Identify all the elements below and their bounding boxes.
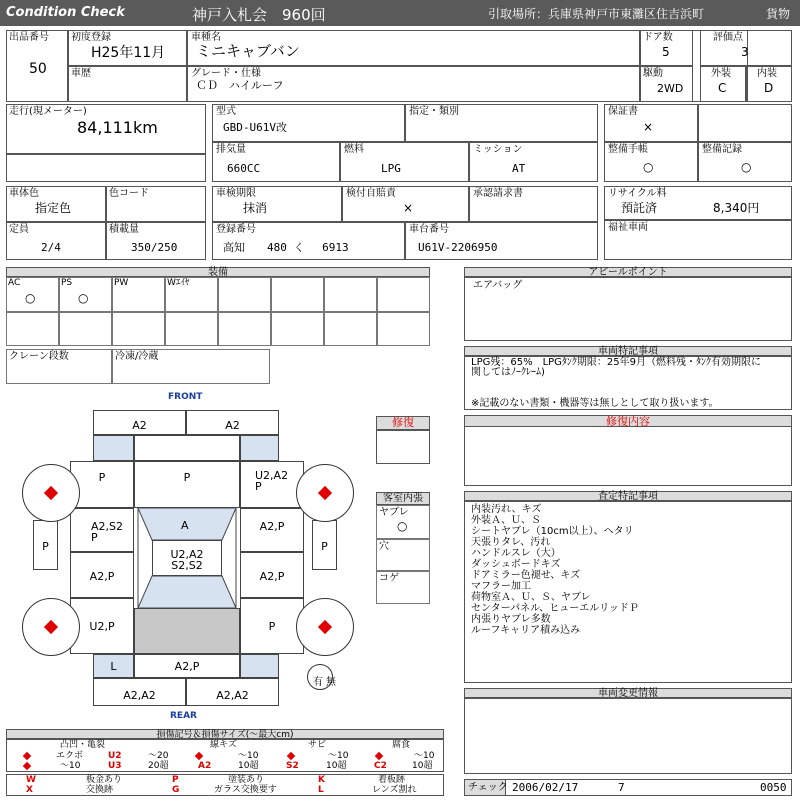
car-name-label: 車種名	[191, 32, 221, 43]
rear-door-left	[70, 552, 134, 598]
exterior-cell	[700, 66, 746, 102]
note-line-9: 荷物室Ａ、Ｕ、Ｓ、ヤブレ	[471, 592, 591, 603]
windshield-text: A	[181, 519, 189, 532]
capacity-value: 2/4	[41, 241, 61, 254]
code-w-val: 板金あり	[86, 775, 123, 785]
note-line-7: ドアミラー色褪せ、キズ	[471, 570, 581, 581]
front-bumper-left-text: A2	[132, 419, 147, 432]
grade-label: グレード・仕様	[191, 68, 261, 79]
legend-dent-c2b: U3	[108, 761, 122, 771]
mission-cell	[469, 142, 598, 182]
first-reg-value: H25年11月	[91, 45, 166, 61]
car-name-value: ミニキャブバン	[196, 42, 300, 60]
legend-scratch-c2: A2	[198, 761, 212, 771]
rear-quarter-left-text: U2,P	[89, 620, 115, 633]
note-line-3: シートヤブレ（10cm以上）、ヘタリ	[471, 526, 634, 537]
car-name-cell	[187, 30, 640, 66]
manual-cell	[604, 142, 698, 182]
rear-bumper-left-text: A2,A2	[123, 689, 156, 702]
warranty-value: ×	[643, 120, 654, 134]
check-code: 0050	[760, 781, 787, 794]
code-l-val: レンズ割れ	[372, 785, 417, 795]
manual-value: ○	[643, 160, 654, 174]
cabin-tear-mark: ○	[397, 519, 408, 533]
inspection-value: 抹消	[243, 201, 268, 215]
equip-cell-15	[324, 312, 377, 346]
welfare-cell	[604, 220, 792, 260]
mission-label: ミッション	[473, 144, 523, 155]
equip-ac-mark: ○	[25, 291, 36, 305]
note-line-4: 天張りタレ、汚れ	[471, 537, 551, 548]
wheel-rear-right	[296, 598, 354, 656]
model-label: 型式	[216, 106, 236, 117]
note-line-5: ハンドルスレ（大）	[471, 548, 561, 559]
rear-door-left-text: A2,P	[89, 570, 115, 583]
rear-bumper-right	[186, 678, 279, 706]
freezer-cell	[112, 349, 270, 384]
equip-cell-14	[271, 312, 324, 346]
legend-dent-c1b: 〜10	[60, 761, 81, 771]
exterior-label: 外装	[711, 68, 731, 79]
note-line-8: マフラー加工	[471, 581, 531, 592]
mileage-cell	[6, 104, 206, 154]
special-line-1: LPG残：65% LPGﾀﾝｸ期限：25年9月（燃料残・ﾀﾝｸ有効期限に	[471, 357, 762, 368]
headlight-left	[93, 435, 134, 461]
mission-value: AT	[512, 162, 526, 175]
equip-cell-ac	[6, 277, 59, 312]
crane-label: クレーン段数	[9, 351, 69, 362]
code-p-key: P	[172, 775, 179, 785]
special-title: 車両特記事項	[464, 346, 792, 356]
welfare-label: 福祉車両	[608, 222, 648, 233]
appeal-text: エアバッグ	[473, 280, 523, 291]
interior-cell	[746, 66, 792, 102]
designation-label: 指定・類別	[409, 106, 459, 117]
rear-door-right	[240, 552, 304, 598]
equip-cell-11	[112, 312, 165, 346]
maint-cell	[698, 142, 792, 182]
grade-cell	[187, 66, 640, 102]
history-label: 車歴	[71, 68, 91, 79]
recycle-amount: 8,340円	[713, 201, 760, 215]
inspection-cell	[212, 186, 342, 222]
exhibit-no-cell	[6, 30, 68, 102]
tail-light-right	[240, 654, 279, 678]
headlight-right	[240, 435, 279, 461]
pickup-location: 引取場所：兵庫県神戸市東灘区住吉浜町	[488, 7, 705, 21]
spare-tire-yes: 有	[313, 677, 323, 688]
mileage-value: 84,111km	[77, 118, 158, 137]
color-code-label: 色コード	[109, 188, 149, 199]
code-l-key: L	[318, 785, 324, 795]
front-fender-left	[70, 461, 134, 508]
fuel-value: LPG	[381, 162, 401, 175]
designation-cell	[405, 104, 598, 142]
equip-pw-label: PW	[114, 278, 129, 288]
first-reg-label: 初度登録	[71, 32, 111, 43]
code-x-key: X	[26, 785, 33, 795]
code-k-key: K	[318, 775, 325, 785]
front-grille	[134, 435, 240, 461]
equip-cell-13	[218, 312, 271, 346]
side-step-left	[33, 520, 58, 570]
equip-cell-7	[324, 277, 377, 312]
front-label: FRONT	[168, 392, 203, 402]
repair-box	[376, 430, 430, 464]
legend-corrosion-c3: 10超	[412, 761, 433, 771]
cabin-burn-label: コゲ	[379, 573, 399, 584]
manual-label: 整備手帳	[608, 144, 648, 155]
side-step-left-text: P	[42, 540, 49, 553]
legend-dent-c2: U2	[108, 751, 122, 761]
tail-light-left-text: L	[110, 660, 117, 673]
note-line-10: センターパネル、ヒューエルリッドＰ	[471, 603, 639, 614]
special-box	[464, 356, 792, 410]
color-label: 車体色	[9, 188, 39, 199]
approval-label: 承認請求書	[473, 188, 523, 199]
chassis-cell	[405, 222, 598, 260]
freezer-label: 冷凍/冷蔵	[115, 351, 159, 362]
mileage-sub-cell	[6, 154, 206, 182]
warranty-label: 保証書	[608, 106, 638, 117]
code-p-val: 塗装あり	[228, 775, 265, 785]
equip-cell-6	[271, 277, 324, 312]
spare-tire-none: 無	[326, 677, 336, 688]
equip-ps-label: PS	[61, 278, 73, 288]
cabin-tear-label: ヤブレ	[379, 507, 409, 518]
legend-corrosion-c1: 〜10	[414, 751, 435, 761]
code-g-val: ガラス交換要す	[214, 785, 277, 795]
warranty-blank-cell	[698, 104, 792, 142]
recycle-label: リサイクル料	[608, 188, 667, 199]
note-line-12: ルーフキャリア積み込み	[471, 625, 581, 636]
legend-group-scratch: 線キズ	[210, 740, 237, 750]
special-line-3: ※記載のない書類・機器等は無しとして取り扱います。	[471, 398, 719, 409]
rear-window-shape	[138, 576, 236, 608]
tail-light-left	[93, 654, 134, 678]
color-code-cell	[106, 186, 206, 222]
capacity-label: 定員	[9, 224, 29, 235]
equip-cell-ps	[59, 277, 112, 312]
drive-cell	[640, 66, 693, 102]
repair-title: 修復	[376, 416, 430, 430]
wheel-rear-right-mark	[318, 620, 332, 634]
special-line-2: 関してはﾉｰｸﾚｰﾑ)	[471, 367, 545, 378]
interior-value: D	[764, 81, 774, 95]
load-value: 350/250	[131, 241, 178, 254]
maint-label: 整備記録	[702, 144, 742, 155]
rear-quarter-right-text: P	[268, 620, 276, 633]
rear-bumper-right-text: A2,A2	[216, 689, 249, 702]
changes-box	[464, 698, 792, 774]
logo-text: Condition Check	[6, 5, 125, 20]
rear-quarter-right	[240, 598, 304, 654]
equip-ac-label: AC	[8, 278, 21, 288]
legend-dent-c1: エクボ	[56, 751, 84, 761]
note-line-6: ダッシュボードキズ	[471, 559, 561, 570]
legend-group-rust: サビ	[308, 740, 327, 750]
front-fender-left-text: P	[98, 471, 106, 484]
equip-ps-mark: ○	[78, 291, 89, 305]
inspection-label: 車検期限	[216, 188, 256, 199]
equip-cell-wtire	[165, 277, 218, 312]
cabin-item-hole	[376, 539, 430, 571]
code-w-key: W	[26, 775, 36, 785]
front-fender-right	[240, 461, 304, 508]
approval-cell	[469, 186, 598, 222]
changes-title: 車両変更情報	[464, 688, 792, 698]
check-num: 7	[618, 781, 625, 794]
reg-no-value: 高知 480 く 6913	[223, 241, 349, 254]
displacement-cell	[212, 142, 340, 182]
doors-cell	[640, 30, 693, 66]
drive-label: 駆動	[643, 68, 663, 79]
equip-cell-pw	[112, 277, 165, 312]
recycle-cell	[604, 186, 792, 220]
doors-label: ドア数	[643, 32, 673, 43]
wheel-front-left	[22, 464, 80, 522]
legend-group-corrosion: 腐食	[392, 740, 411, 750]
front-door-right-text: A2,P	[259, 520, 285, 533]
score-cell	[700, 30, 792, 66]
cabin-hole-label: 穴	[379, 541, 389, 552]
header-bar	[0, 0, 800, 26]
equip-cell-12	[165, 312, 218, 346]
crane-cell	[6, 349, 112, 384]
score-value: 3	[741, 45, 749, 59]
front-bumper-left	[93, 410, 186, 435]
chassis-label: 車台番号	[409, 224, 449, 235]
side-step-right-text: P	[321, 540, 328, 553]
roof-panel-text: U2,A2 S2,S2	[170, 548, 204, 572]
auto-tax-value: ×	[403, 201, 414, 215]
front-door-right	[240, 508, 304, 552]
appeal-title: アピールポイント	[464, 267, 792, 277]
wheel-front-right	[296, 464, 354, 522]
code-k-val: 着板跡	[378, 775, 406, 785]
interior-label: 内装	[757, 68, 777, 79]
equip-cell-5	[218, 277, 271, 312]
drive-value: 2WD	[657, 82, 684, 95]
displacement-value: 660CC	[227, 162, 261, 175]
note-line-11: 内張りヤブレ多数	[471, 614, 551, 625]
wheel-front-right-mark	[318, 486, 332, 500]
note-line-2: 外装Ａ、Ｕ、Ｓ	[471, 515, 541, 526]
maint-value: ○	[741, 160, 752, 174]
inspection-notes-box	[464, 501, 792, 683]
auto-tax-label: 検付自賠責	[346, 188, 396, 199]
exhibit-no-label: 出品番号	[9, 32, 49, 43]
model-cell	[212, 104, 405, 142]
legend-rust-c2: S2	[286, 761, 299, 771]
note-line-1: 内装汚れ、キズ	[471, 504, 542, 515]
side-step-right	[312, 520, 337, 570]
equip-cell-10	[59, 312, 112, 346]
legend-title: 損傷記号＆損傷サイズ(〜最大cm)	[6, 729, 444, 739]
hood	[134, 461, 240, 508]
load-label: 積載量	[109, 224, 139, 235]
reg-no-label: 登録番号	[216, 224, 256, 235]
legend-scratch-c1: 〜10	[238, 751, 259, 761]
score-label: 評価点	[713, 32, 743, 43]
fuel-cell	[340, 142, 469, 182]
first-reg-cell	[68, 30, 187, 66]
repair-detail-title: 修復内容	[464, 415, 792, 427]
equip-cell-8	[377, 277, 430, 312]
front-bumper-right-text: A2	[225, 419, 240, 432]
recycle-status: 預託済	[621, 201, 658, 215]
exhibit-no-value: 50	[29, 61, 47, 77]
chassis-value: U61V-2206950	[418, 241, 498, 254]
displacement-label: 排気量	[216, 144, 246, 155]
roof-panel	[152, 540, 222, 576]
reg-no-cell	[212, 222, 405, 260]
hood-text: P	[183, 471, 191, 484]
color-cell	[6, 186, 106, 222]
equip-cell-9	[6, 312, 59, 346]
legend-scratch-c3: 10超	[238, 761, 259, 771]
rear-gate	[134, 654, 240, 678]
check-label: チェック	[468, 782, 508, 793]
cabin-item-burn	[376, 571, 430, 604]
mileage-label: 走行(現メーター)	[9, 106, 87, 117]
warranty-cell	[604, 104, 698, 142]
cargo-floor	[134, 608, 240, 654]
code-g-key: G	[172, 785, 180, 795]
fuel-label: 燃料	[344, 144, 364, 155]
color-value: 指定色	[35, 201, 72, 215]
front-fender-right-text: U2,A2 P	[255, 469, 289, 493]
category-label: 貨物	[766, 7, 791, 21]
equip-cell-16	[377, 312, 430, 346]
cabin-item-tear	[376, 505, 430, 539]
legend-rust-c1: 〜10	[328, 751, 349, 761]
front-door-left	[70, 508, 134, 552]
legend-corrosion-c2: C2	[374, 761, 387, 771]
legend-dent-c3: 〜20	[148, 751, 169, 761]
grade-value: ＣＤ ハイルーフ	[196, 79, 284, 92]
rear-label: REAR	[170, 711, 197, 721]
check-date: 2006/02/17	[512, 781, 579, 794]
model-value: GBD-U61V改	[223, 121, 287, 134]
front-door-left-text: A2,S2 P	[91, 520, 124, 544]
wheel-rear-left-mark	[44, 620, 58, 634]
capacity-cell	[6, 222, 106, 260]
inspection-notes-title: 査定特記事項	[464, 491, 792, 501]
wheel-front-left-mark	[44, 486, 58, 500]
legend-group-dent: 凸凹・亀裂	[60, 740, 106, 750]
auction-title: 神戸入札会 960回	[192, 6, 326, 24]
auto-tax-cell	[342, 186, 469, 222]
equip-wtire-label: Wｴｲﾔ	[167, 278, 190, 288]
cabin-title: 客室内張	[376, 492, 430, 505]
rear-door-right-text: A2,P	[259, 570, 285, 583]
exterior-value: C	[718, 81, 727, 95]
legend-dent-c3b: 20超	[148, 761, 169, 771]
history-cell	[68, 66, 187, 102]
legend-rust-c3: 10超	[326, 761, 347, 771]
appeal-box	[464, 277, 792, 341]
rear-bumper-left	[93, 678, 186, 706]
rear-gate-text: A2,P	[174, 660, 200, 673]
code-x-val: 交換跡	[86, 785, 114, 795]
equipment-title: 装備	[6, 267, 430, 277]
front-bumper-right	[186, 410, 279, 435]
wheel-rear-left	[22, 598, 80, 656]
load-cell	[106, 222, 206, 260]
doors-value: 5	[662, 45, 670, 59]
